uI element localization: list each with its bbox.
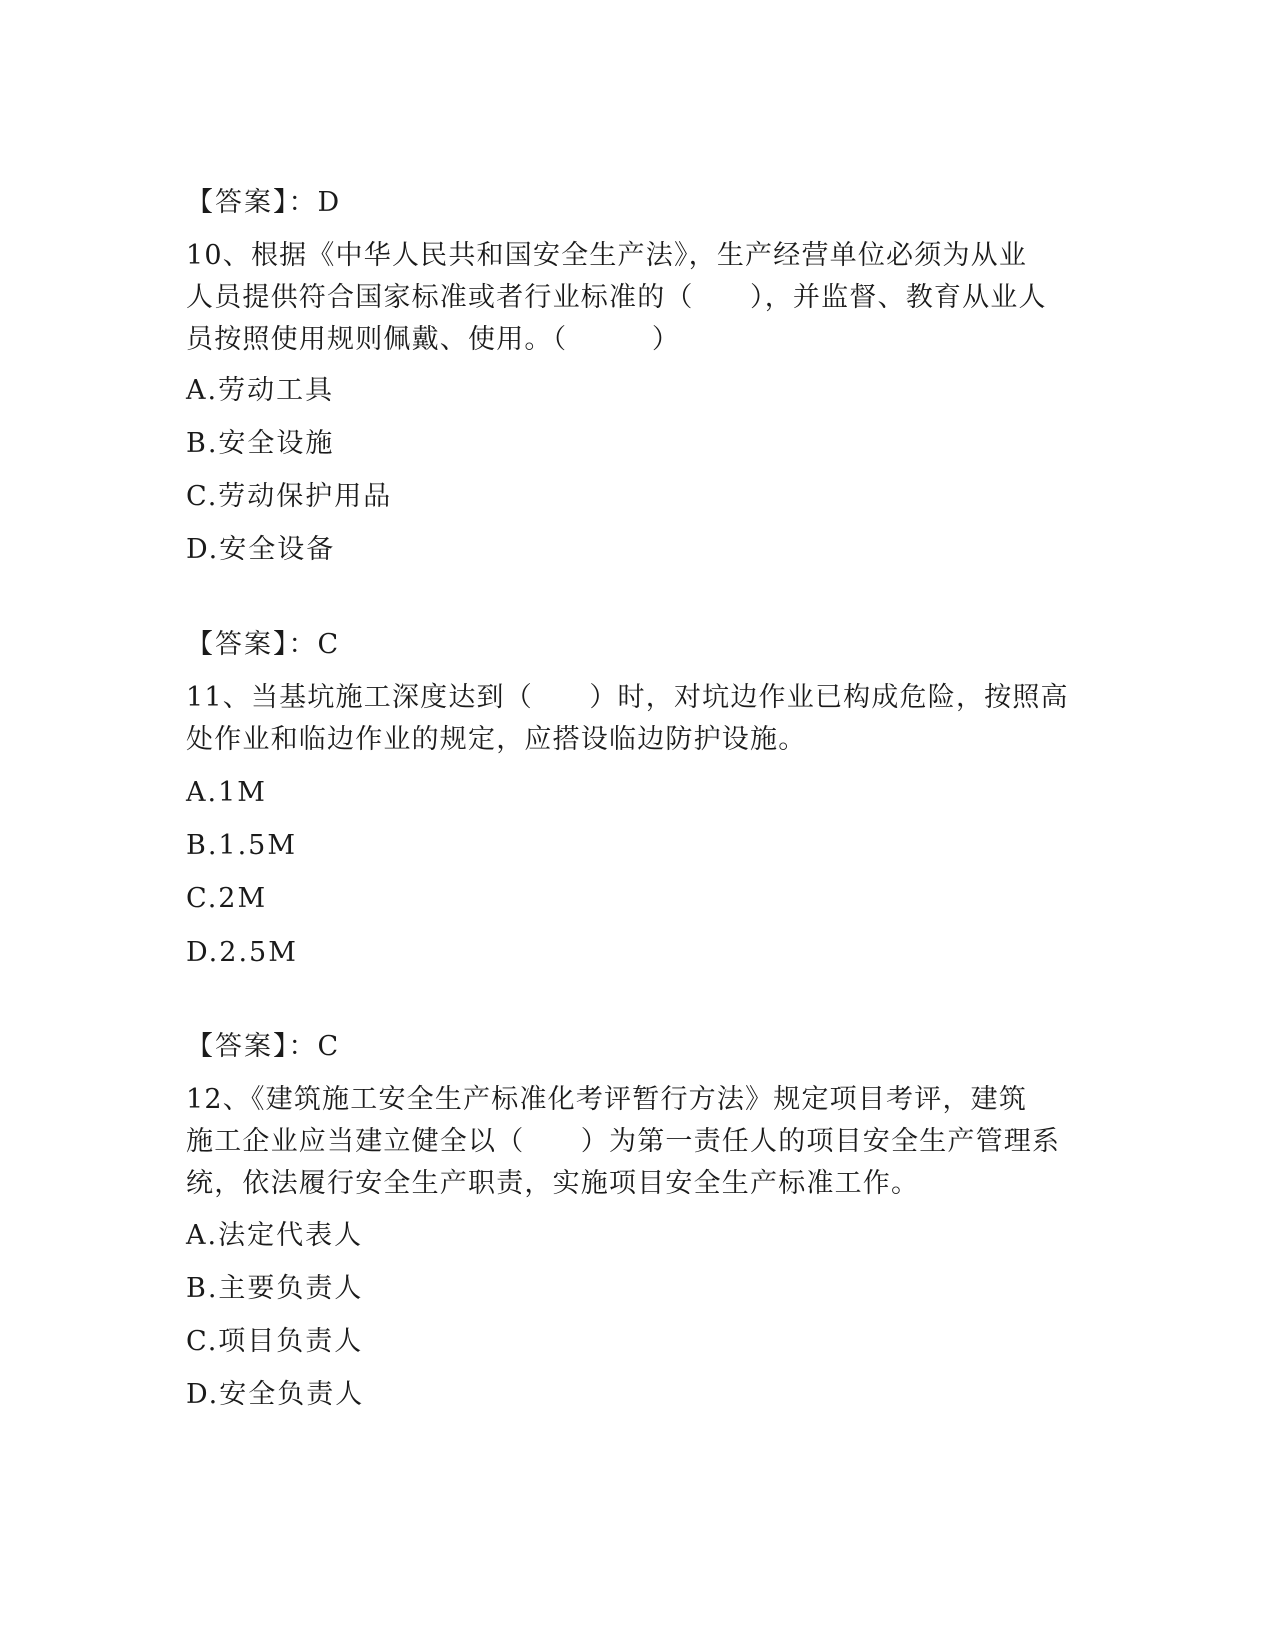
option-d: D.安全负责人 bbox=[186, 1379, 365, 1410]
question-line: 施工企业应当建立健全以（ ）为第一责任人的项目安全生产管理系 bbox=[186, 1126, 1061, 1157]
option-a: A.劳动工具 bbox=[186, 375, 335, 406]
option-d: D.安全设备 bbox=[186, 534, 336, 565]
question-line: 11、当基坑施工深度达到（ ）时，对坑边作业已构成危险，按照高 bbox=[186, 682, 1069, 713]
question-line: 处作业和临边作业的规定，应搭设临边防护设施。 bbox=[186, 724, 807, 755]
option-b: B.主要负责人 bbox=[186, 1273, 364, 1304]
question-10 bbox=[186, 235, 1086, 361]
option-a: A.法定代表人 bbox=[186, 1220, 364, 1251]
question-line: 人员提供符合国家标准或者行业标准的（ ），并监督、教育从业人 bbox=[186, 282, 1047, 313]
question-11 bbox=[186, 677, 1086, 761]
option-a: A.1M bbox=[186, 777, 267, 808]
answer-line: 【答案】：C bbox=[186, 1031, 341, 1062]
option-c: C.劳动保护用品 bbox=[186, 481, 393, 512]
option-b: B.1.5M bbox=[186, 830, 298, 861]
question-line: 12、《建筑施工安全生产标准化考评暂行方法》规定项目考评，建筑 bbox=[186, 1084, 1028, 1115]
option-c: C.2M bbox=[186, 883, 268, 914]
option-d: D.2.5M bbox=[186, 937, 298, 968]
question-line: 10、根据《中华人民共和国安全生产法》，生产经营单位必须为从业 bbox=[186, 240, 1028, 271]
option-c: C.项目负责人 bbox=[186, 1326, 364, 1357]
answer-line: 【答案】：D bbox=[186, 187, 342, 218]
question-line: 员按照使用规则佩戴、使用。（ ） bbox=[186, 324, 681, 355]
answer-line: 【答案】：C bbox=[186, 629, 341, 660]
question-12 bbox=[186, 1079, 1086, 1205]
question-line: 统，依法履行安全生产职责，实施项目安全生产标准工作。 bbox=[186, 1168, 920, 1199]
option-b: B.安全设施 bbox=[186, 428, 335, 459]
